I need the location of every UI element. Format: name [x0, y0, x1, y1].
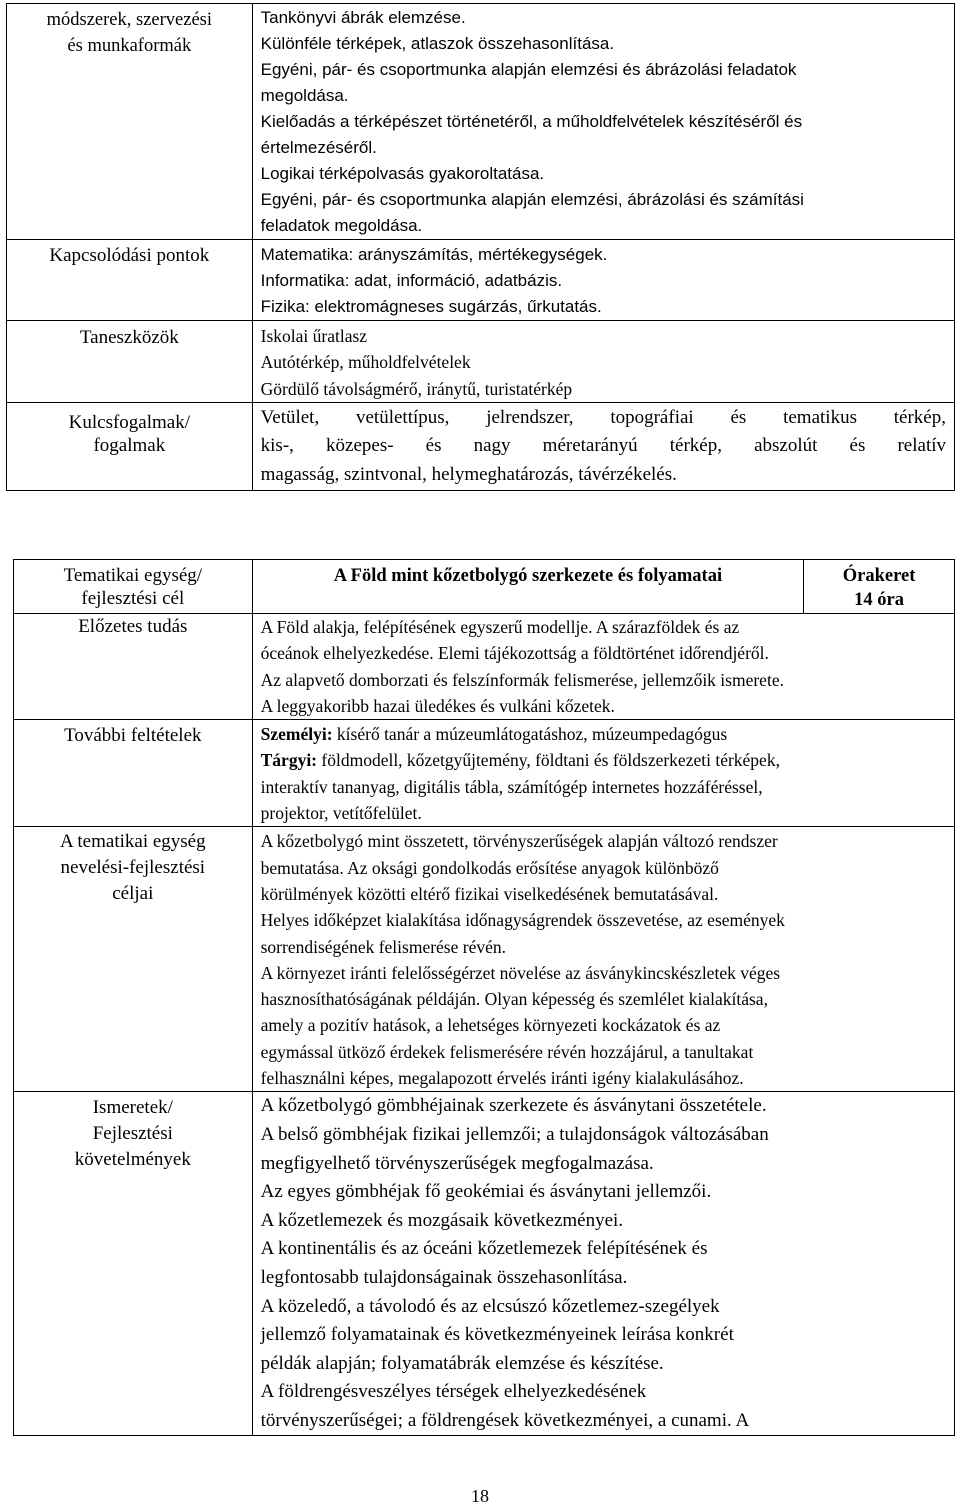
connections-line: Informatika: adat, információ, adatbázis.	[260, 271, 563, 290]
material-label: Tárgyi:	[260, 750, 318, 771]
hours-value: 14 óra	[854, 590, 905, 610]
knowledge-content-cell	[252, 1092, 954, 1436]
methods-content-cell	[252, 4, 954, 240]
prior-line: A leggyakoribb hazai üledékes és vulkáni kőzetek.	[260, 695, 615, 716]
goals-line: Helyes időképzet kialakítása időnagyságrendek összevetése, az események	[260, 910, 785, 931]
knowledge-line: A kontinentális és az óceáni kőzetlemezek felépítésének és	[260, 1238, 708, 1260]
connections-label-cell	[7, 240, 253, 321]
knowledge-label-line: Fejlesztési	[92, 1123, 173, 1145]
personal-line	[261, 721, 946, 747]
knowledge-line: A kőzetlemezek és mozgásaik következményei.	[260, 1209, 624, 1231]
methods-line: értelmezéséről.	[260, 138, 377, 157]
page-number: 18	[471, 1486, 489, 1506]
knowledge-line: A kőzetbolygó gömbhéjainak szerkezete és ásványtani összetétele.	[260, 1095, 767, 1117]
connections-row	[7, 240, 955, 321]
prior-knowledge-row	[14, 614, 955, 720]
goals-line: sorrendiségének felismerése révén.	[260, 936, 507, 957]
tools-row	[7, 321, 955, 403]
methods-line: Egyéni, pár- és csoportmunka alapján elemzési és ábrázolási feladatok	[260, 60, 797, 79]
keywords-row	[7, 402, 955, 490]
keywords-line: Vetület, vetülettípus, jelrendszer, topográfiai és tematikus térkép,	[260, 406, 946, 428]
methods-line: Kielőadás a térképészet történetéről, a műholdfelvételek készítéséről és	[260, 112, 803, 131]
unit-header-row	[14, 560, 955, 614]
connections-line: Matematika: arányszámítás, mértékegységek.	[260, 245, 608, 264]
goals-label-cell	[14, 827, 253, 1092]
keywords-line: kis-, közepes- és nagy méretarányú térkép, abszolút és relatív	[260, 435, 946, 457]
goals-line: hasznosíthatóságának példáján. Olyan képesség és szemlélet kialakítása,	[260, 989, 768, 1010]
methods-label-line: és munkaformák	[67, 36, 192, 56]
tools-line: Gördülő távolságmérő, iránytű, turistatérkép	[260, 378, 573, 399]
unit-title: A Föld mint kőzetbolygó szerkezete és folyamatai	[333, 566, 723, 586]
methods-line: Logikai térképolvasás gyakoroltatása.	[260, 164, 545, 183]
thematic-unit-table	[13, 559, 955, 1436]
material-extra-line: projektor, vetítőfelület.	[260, 803, 422, 824]
goals-line: A kőzetbolygó mint összetett, törvényszerűségek alapján változó rendszer	[260, 831, 778, 852]
prior-content-cell	[252, 614, 954, 720]
knowledge-row	[14, 1092, 955, 1436]
goals-label-line: A tematikai egység	[59, 831, 206, 853]
material-extra-line: interaktív tananyag, digitális tábla, számítógép internetes hozzáféréssel,	[260, 776, 763, 797]
personal-text: kísérő tanár a múzeumlátogatáshoz, múzeumpedagógus	[332, 724, 728, 745]
unit-label-line: fejlesztési cél	[81, 588, 185, 609]
knowledge-label-line: követelmények	[74, 1149, 191, 1171]
tools-label-cell	[7, 321, 253, 403]
prior-label-cell	[14, 614, 253, 720]
keywords-label-line: Kulcsfogalmak/	[68, 411, 190, 433]
prior-line: Az alapvető domborzati és felszínformák felismerése, jellemzőik ismerete.	[260, 669, 784, 690]
knowledge-label-cell	[14, 1092, 253, 1436]
unit-title-cell	[252, 560, 804, 614]
tools-content-cell	[252, 321, 954, 403]
conditions-row	[14, 720, 955, 827]
goals-label-line: nevelési-fejlesztési	[60, 857, 206, 879]
conditions-content-cell	[252, 720, 954, 827]
knowledge-line: példák alapján; folyamatábrák elemzése és készítése.	[260, 1352, 664, 1374]
knowledge-line: jellemző folyamatainak és következményeinek leírása konkrét	[260, 1324, 734, 1346]
goals-line: egymással ütköző érdekek felismerésére révén hozzájárul, a tanultakat	[260, 1041, 754, 1062]
prior-line: óceánok elhelyezkedése. Elemi tájékozottság a földtörténet időrendjéről.	[260, 643, 769, 664]
goals-line: körülmények közötti eltérő fizikai viselkedésének bemutatásával.	[260, 883, 719, 904]
keywords-label-line: fogalmak	[93, 434, 166, 456]
methods-table	[6, 3, 955, 491]
goals-label-line: céljai	[112, 883, 154, 905]
goals-line: amely a pozitív hatások, a lehetséges környezeti kockázatok és az	[260, 1015, 721, 1036]
knowledge-line: megfigyelhető törvényszerűségek megfogalmazása.	[260, 1152, 654, 1174]
knowledge-line: A földrengésveszélyes térségek elhelyezkedésének	[260, 1381, 647, 1403]
tools-line: Iskolai űratlasz	[260, 326, 368, 346]
unit-label-line: Tematikai egység/	[63, 565, 203, 586]
prior-line: A Föld alakja, felépítésének egyszerű modellje. A szárazföldek és az	[260, 617, 740, 637]
keywords-content-cell	[252, 402, 954, 490]
knowledge-line: A közeledő, a távolodó és az elcsúszó kőzetlemez-szegélyek	[260, 1295, 720, 1317]
connections-label: Kapcsolódási pontok	[49, 245, 210, 266]
knowledge-line: törvényszerűségei; a földrengések következményei, a cunami. A	[260, 1409, 750, 1431]
knowledge-line: A belső gömbhéjak fizikai jellemzői; a tulajdonságok változásában	[260, 1123, 769, 1145]
methods-label-cell	[7, 4, 253, 240]
material-line	[261, 747, 946, 773]
keywords-line: magasság, szintvonal, helymeghatározás, távérzékelés.	[260, 464, 677, 486]
knowledge-line: legfontosabb tulajdonságainak összehasonlítása.	[260, 1266, 628, 1288]
keywords-label-cell	[7, 402, 253, 490]
methods-line: feladatok megoldása.	[260, 216, 423, 235]
hours-label: Órakeret	[842, 566, 916, 586]
methods-line: Egyéni, pár- és csoportmunka alapján elemzési, ábrázolási és számítási	[260, 190, 804, 209]
knowledge-line: Az egyes gömbhéjak fő geokémiai és ásványtani jellemzői.	[260, 1181, 712, 1203]
knowledge-label-line: Ismeretek/	[92, 1097, 173, 1119]
connections-content-cell	[252, 240, 954, 321]
methods-label-line: módszerek, szervezési	[46, 10, 213, 30]
material-text: földmodell, kőzetgyűjtemény, földtani és földszerkezeti térképek,	[317, 750, 780, 771]
goals-row	[14, 827, 955, 1092]
methods-line: Különféle térképek, atlaszok összehasonlítása.	[260, 34, 615, 53]
connections-line: Fizika: elektromágneses sugárzás, űrkutatás.	[260, 297, 602, 316]
tools-label: Taneszközök	[79, 327, 179, 348]
unit-hours-cell	[804, 560, 955, 614]
unit-label-cell	[14, 560, 253, 614]
prior-label: Előzetes tudás	[78, 616, 188, 637]
goals-line: bemutatása. Az oksági gondolkodás erősítése anyagok különböző	[260, 857, 719, 878]
conditions-label-cell	[14, 720, 253, 827]
goals-line: felhasználni képes, megalapozott érvelés iránti igény kialakulásához.	[260, 1068, 744, 1089]
methods-line: megoldása.	[260, 86, 349, 105]
methods-row	[7, 4, 955, 240]
tools-line: Autótérkép, műholdfelvételek	[260, 352, 471, 373]
goals-content-cell	[252, 827, 954, 1092]
conditions-label: További feltételek	[64, 725, 202, 747]
methods-line: Tankönyvi ábrák elemzése.	[260, 8, 466, 27]
personal-label: Személyi:	[260, 724, 333, 745]
goals-line: A környezet iránti felelősségérzet növelése az ásványkincskészletek véges	[260, 962, 781, 983]
